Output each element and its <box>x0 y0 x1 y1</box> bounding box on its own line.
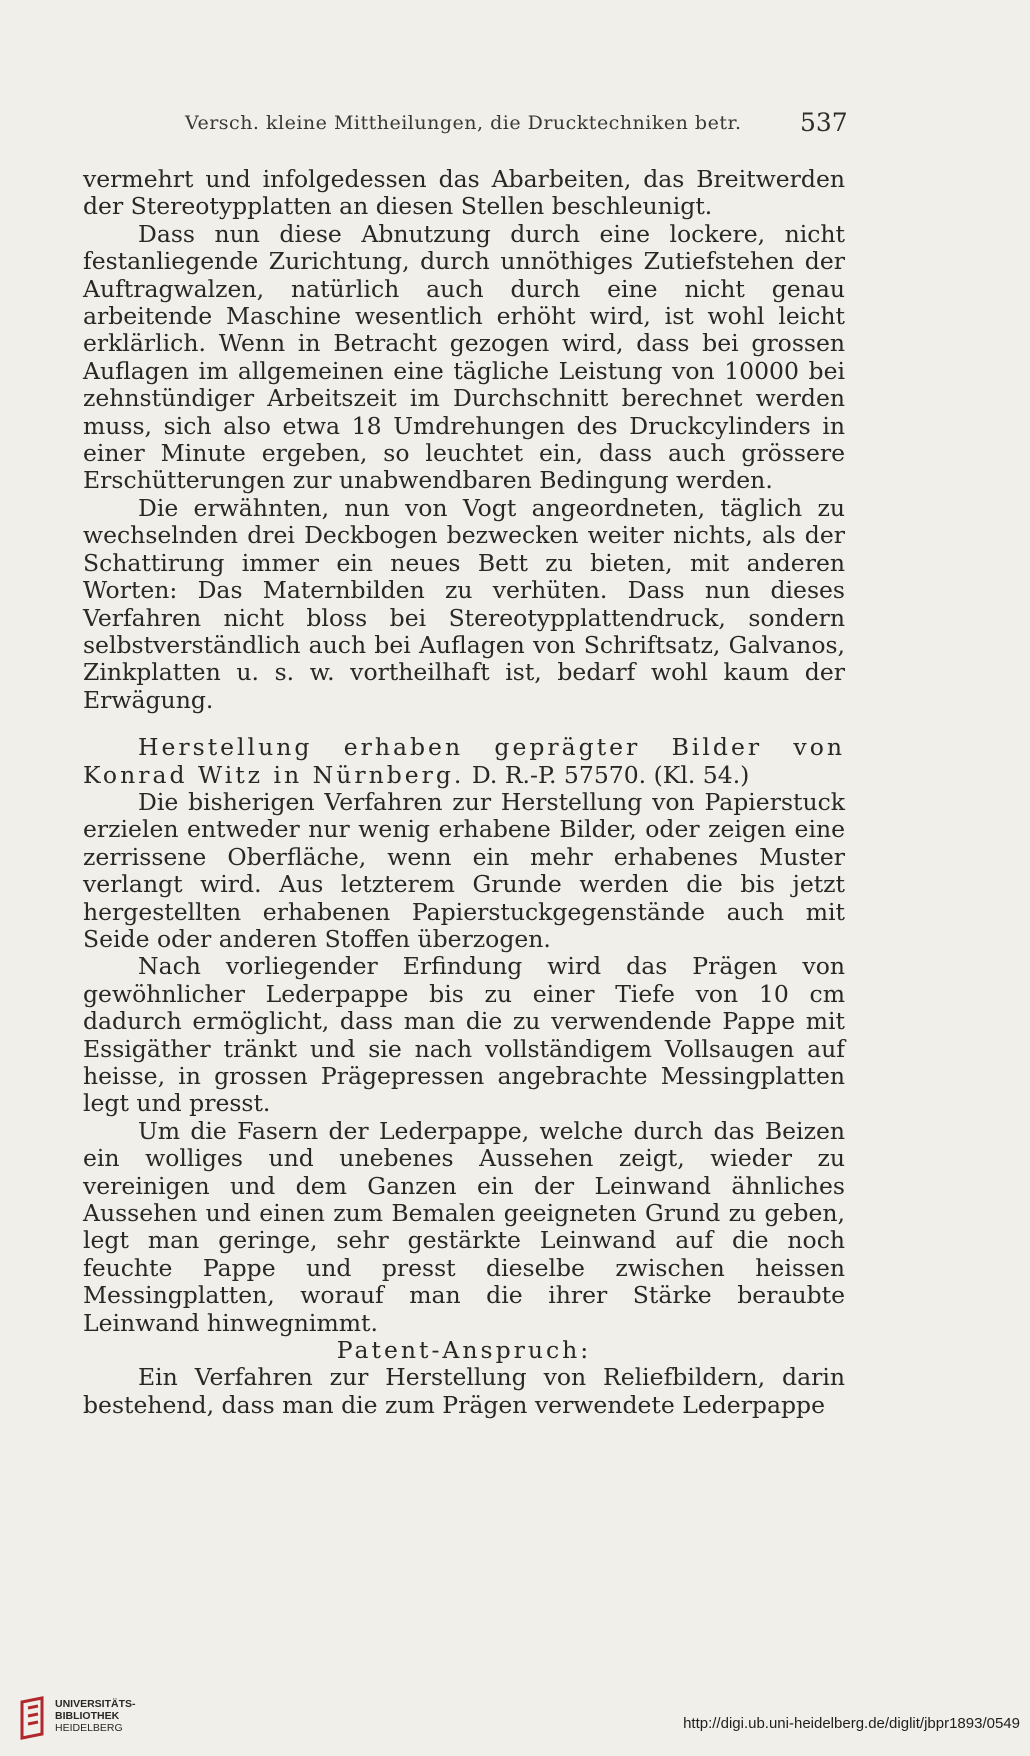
source-url-link[interactable]: http://digi.ub.uni-heidelberg.de/diglit/jbpr1893/0549 <box>683 1715 1020 1732</box>
paragraph: Die erwähnten, nun von Vogt angeordneten, täglich zu wechselnden drei Deckbogen bezwecken weiter nichts, als der Schattirung immer ein neues Bett zu bieten, mit anderen Worten: Das Maternbilden zu verhüten. Dass nun dieses Verfahren nicht bloss bei Stereotypplattendruck, sondern selbstverständlich auch bei Auflagen von Schriftsatz, Galvanos, Zinkplatten u. s. w. vortheilhaft ist, bedarf wohl kaum der Erwägung. <box>83 493 845 714</box>
section-heading-title: Herstellung erhaben geprägter Bilder von Konrad Witz in Nürnberg. <box>83 733 845 789</box>
page-number: 537 <box>800 108 848 137</box>
paragraph: Die bisherigen Verfahren zur Herstellung von Papierstuck erzielen entweder nur wenig erhabene Bilder, oder zeigen eine zerrissene Oberfläche, wenn ein mehr erhabenes Muster verlangt wird. Aus letzterem Grunde werden die bis jetzt hergestellten erhabenen Papierstuckgegenstände auch mit Seide oder anderen Stoffen überzogen. <box>83 787 845 953</box>
claim-heading: Patent-Anspruch: <box>336 1336 592 1365</box>
paragraph: Nach vorliegender Erfindung wird das Prägen von gewöhnlicher Lederpappe bis zu einer Tiefe von 10 cm dadurch ermöglicht, dass man die zu verwendende Pappe mit Essigäther tränkt und sie nach vollständigem Vollsaugen auf heisse, in grossen Prägepressen angebrachte Messingplatten legt und presst. <box>83 952 845 1118</box>
logo-line: UNIVERSITÄTS- <box>55 1698 136 1710</box>
section-heading-ref: D. R.-P. 57570. (Kl. 54.) <box>471 760 750 789</box>
library-logo-text <box>55 1698 136 1734</box>
claim-text: Ein Verfahren zur Herstellung von Reliefbildern, darin bestehend, dass man die zum Prägen verwendete Lederpappe <box>83 1363 845 1419</box>
logo-line: HEIDELBERG <box>55 1722 123 1734</box>
paragraph: Um die Fasern der Lederpappe, welche durch das Beizen ein wolliges und unebenes Aussehen zeigt, wieder zu vereinigen und dem Ganzen ein der Leinwand ähnliches Aussehen und einen zum Bemalen geeigneten Grund zu geben, legt man geringe, sehr gestärkte Leinwand auf die noch feuchte Pappe und presst dieselbe zwischen heissen Messingplatten, worauf man die ihrer Stärke beraubte Leinwand hinwegnimmt. <box>83 1116 845 1337</box>
paragraph: Dass nun diese Abnutzung durch eine lockere, nicht festanliegende Zurichtung, durch unnöthiges Zutiefstehen der Auftragwalzen, natürlich auch durch eine nicht genau arbeitende Maschine wesentlich erhöht wird, ist wohl leicht erklärlich. Wenn in Betracht gezogen wird, dass bei grossen Auflagen im allgemeinen eine tägliche Leistung von 10000 bei zehnstündiger Arbeitszeit im Durchschnitt berechnet werden muss, sich also etwa 18 Umdrehungen des Druckcylinders in einer Minute ergeben, so leuchtet ein, dass auch grössere Erschütterungen zur unabwendbaren Bedingung werden. <box>83 219 845 495</box>
section-heading <box>83 734 845 789</box>
logo-line: BIBLIOTHEK <box>55 1710 120 1722</box>
paragraph: vermehrt und infolgedessen das Abarbeiten, das Breitwerden der Stereotypplatten an diesen Stellen beschleunigt. <box>83 165 845 221</box>
body-text <box>83 166 845 1419</box>
running-title: Versch. kleine Mittheilungen, die Drucktechniken betr. <box>185 112 742 134</box>
